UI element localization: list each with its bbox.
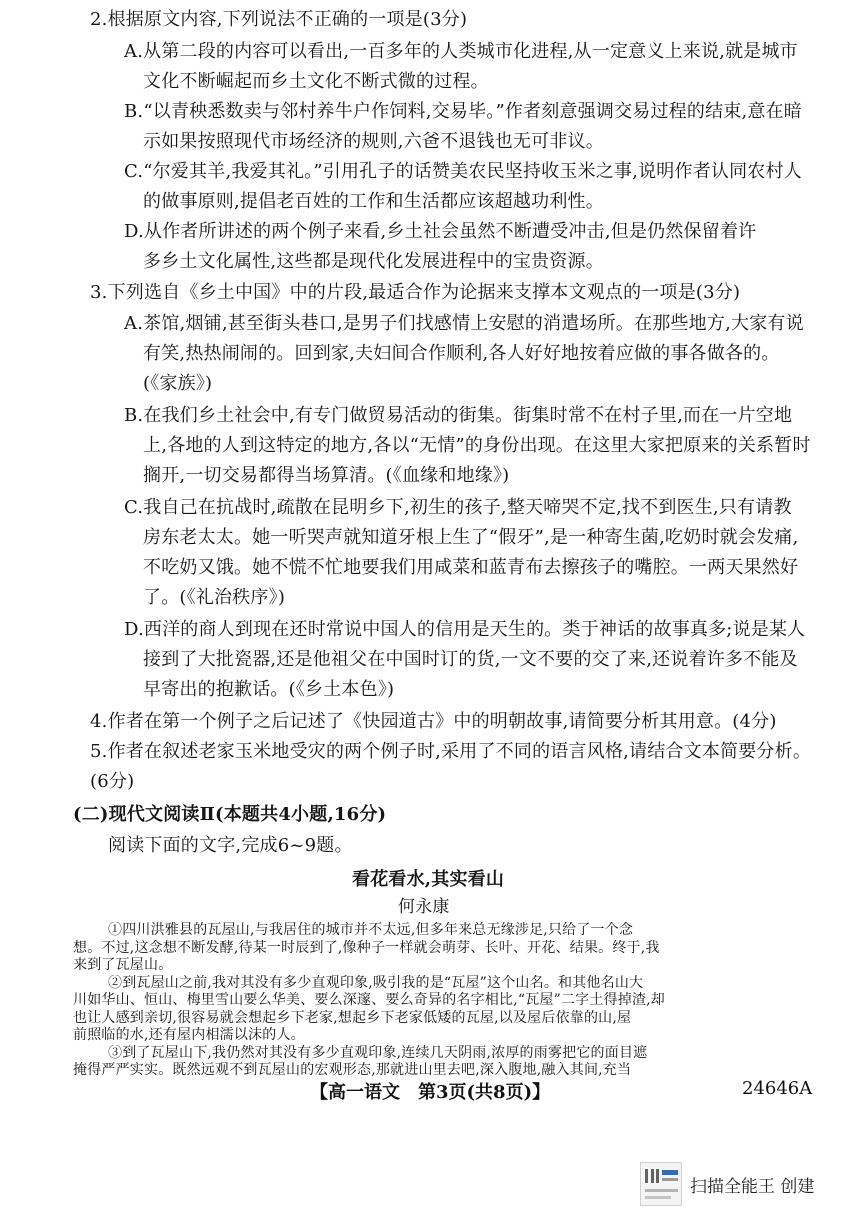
q3-option-b-line-2: 上,各地的人到这特定的地方,各以“无情”的身份出现。在这里大家把原来的关系暂时 [143, 435, 811, 456]
paragraph-2-line-4: 前照临的水,还有屋内相濡以沫的人。 [73, 1027, 305, 1043]
q3-option-a-line-2: 有笑,热热闹闹的。回到家,夫妇间合作顺利,各人好好地按着应做的事各做各的。 [143, 343, 780, 364]
paragraph-3-line-1: ③到了瓦屋山下,我仍然对其没有多少直观印象,连续几天阴雨,浓厚的雨雾把它的面目遮 [108, 1044, 648, 1061]
paragraph-2-line-2: 川如华山、恒山、梅里雪山要么华美、要么深邃、要么奇异的名字相比,“瓦屋”二字土得掉渣,却 [73, 992, 666, 1008]
page-footer: 【高一语文 第3页(共8页)】 [310, 1082, 551, 1103]
scanner-app-logo-icon [640, 1162, 682, 1206]
question-4: 4.作者在第一个例子之后记述了《快园道古》中的明朝故事,请简要分析其用意。(4分) [90, 711, 777, 732]
section-heading: (二)现代文阅读Ⅱ(本题共4小题,16分) [73, 804, 387, 825]
q2-option-b-line-1: B.“以青秧悉数卖与邻村养牛户作饲料,交易毕。”作者刻意强调交易过程的结束,意在暗 [124, 101, 802, 122]
article-title: 看花看水,其实看山 [352, 869, 505, 890]
article-author: 何永康 [398, 897, 450, 917]
q2-option-a-line-2: 文化不断崛起而乡土文化不断式微的过程。 [143, 71, 489, 92]
q3-option-d-line-3: 早寄出的抱歉话。(《乡土本色》) [143, 679, 395, 700]
q2-option-c-line-2: 的做事原则,提倡老百姓的工作和生活都应该超越功利性。 [143, 191, 604, 212]
q3-option-c-line-3: 不吃奶又饿。她不慌不忙地要我们用咸菜和蓝青布去擦孩子的嘴腔。一两天果然好 [143, 557, 799, 578]
q2-option-b-line-2: 示如果按照现代市场经济的规则,六爸不退钱也无可非议。 [143, 131, 604, 152]
q3-option-d-line-1: D.西洋的商人到现在还时常说中国人的信用是天生的。类于神话的故事真多;说是某人 [124, 619, 806, 640]
paragraph-1-line-3: 来到了瓦屋山。 [73, 957, 173, 973]
q2-option-c-line-1: C.“尔爱其羊,我爱其礼。”引用孔子的话赞美农民坚持收玉米之事,说明作者认同农村人 [124, 161, 802, 182]
q3-option-a-line-1: A.茶馆,烟铺,甚至街头巷口,是男子们找感情上安慰的消遣场所。在那些地方,大家有说 [124, 313, 804, 334]
paragraph-2-line-3: 也让人感到亲切,很容易就会想起乡下老家,想起乡下老家低矮的瓦屋,以及屋后依靠的山,屋 [73, 1009, 632, 1026]
paragraph-2-line-1: ②到瓦屋山之前,我对其没有多少直观印象,吸引我的是“瓦屋”这个山名。和其他名山大 [108, 974, 644, 991]
q3-option-c-line-4: 了。(《礼治秩序》) [143, 587, 286, 608]
q3-option-d-line-2: 接到了大批瓷器,还是他祖父在中国时订的货,一文不要的交了来,还说着许多不能及 [143, 649, 798, 670]
paragraph-1-line-1: ①四川洪雅县的瓦屋山,与我居住的城市并不太远,但多年来总无缘涉足,只给了一个念 [108, 922, 634, 938]
question-5-line-1: 5.作者在叙述老家玉米地受灾的两个例子时,采用了不同的语言风格,请结合文本简要分析。 [90, 741, 812, 762]
paragraph-3-line-2: 掩得严严实实。既然远观不到瓦屋山的宏观形态,那就进山里去吧,深入腹地,融入其间,充当 [73, 1062, 632, 1078]
q3-option-b-line-1: B.在我们乡土社会中,有专门做贸易活动的街集。街集时常不在村子里,而在一片空地 [124, 405, 793, 426]
question-2-stem: 2.根据原文内容,下列说法不正确的一项是(3分) [90, 9, 468, 30]
watermark-text: 扫描全能王 创建 [690, 1176, 815, 1197]
q2-option-d-line-2: 多乡土文化属性,这些都是现代化发展进程中的宝贵资源。 [143, 251, 604, 272]
question-3-stem: 3.下列选自《乡土中国》中的片段,最适合作为论据来支撑本文观点的一项是(3分) [90, 282, 741, 303]
scanner-watermark [640, 1160, 840, 1208]
section-instruction: 阅读下面的文字,完成6~9题。 [108, 835, 353, 856]
q3-option-b-line-3: 搁开,一切交易都得当场算清。(《血缘和地缘》) [143, 465, 510, 486]
q2-option-d-line-1: D.从作者所讲述的两个例子来看,乡土社会虽然不断遭受冲击,但是仍然保留着许 [124, 221, 757, 242]
paragraph-1-line-2: 想。不过,这念想不断发酵,待某一时辰到了,像种子一样就会萌芽、长叶、开花、结果。终于,我 [73, 939, 660, 956]
q2-option-a-line-1: A.从第二段的内容可以看出,一百多年的人类城市化进程,从一定意义上来说,就是城市 [124, 41, 798, 62]
exam-code: 24646A [742, 1078, 813, 1099]
q3-option-c-line-2: 房东老太太。她一听哭声就知道牙根上生了“假牙”,是一种寄生菌,吃奶时就会发痛, [143, 527, 799, 548]
q3-option-a-line-3: (《家族》) [143, 373, 213, 394]
question-5-line-2: (6分) [90, 771, 135, 792]
q3-option-c-line-1: C.我自己在抗战时,疏散在昆明乡下,初生的孩子,整天啼哭不定,找不到医生,只有请教 [124, 497, 792, 518]
